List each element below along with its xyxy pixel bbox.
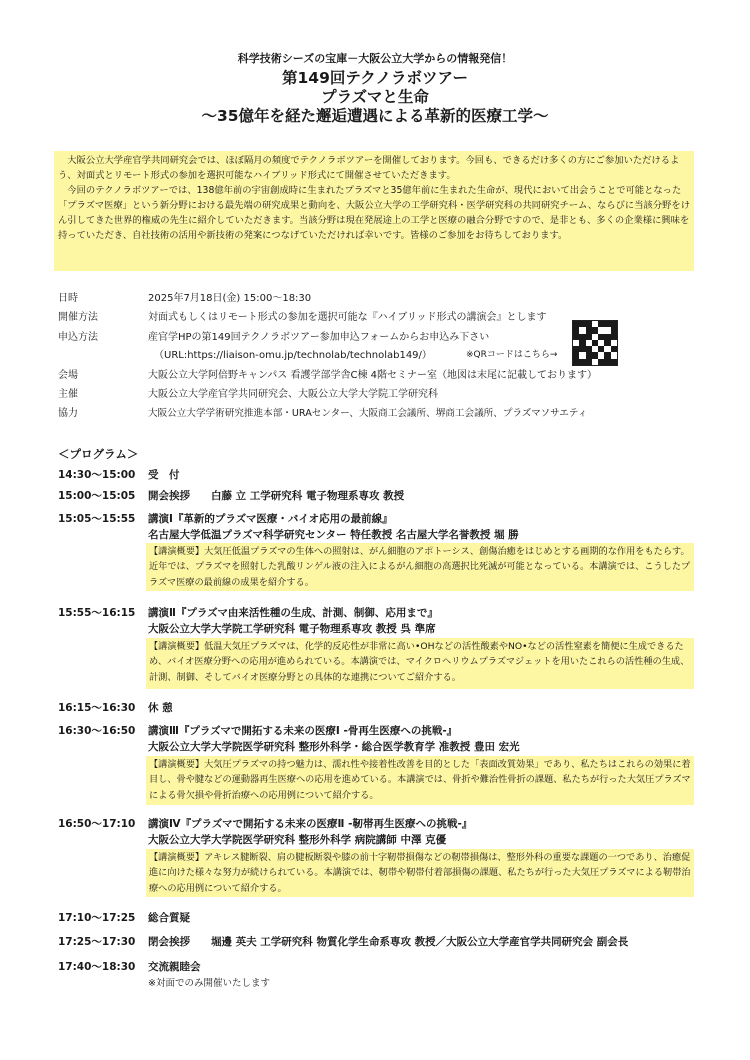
format-value: 対面式もしくはリモート形式の参加を選択可能な『ハイブリッド形式の講演会』とします (148, 312, 547, 323)
program-item (58, 511, 393, 526)
program-text: 講演Ⅳ『プラズマで開拓する未来の医療Ⅱ -靭帯再生医療への挑戦-』 (148, 818, 473, 830)
program-text: 休 憩 (148, 702, 173, 714)
program-text: 講演Ⅰ『革新的プラズマ医療・バイオ応用の最前線』 (148, 513, 393, 525)
program-time: 15:55～16:15 (58, 607, 136, 619)
program-time: 15:00～15:05 (58, 490, 136, 502)
intro-paragraph-2: 今回のテクノラボツアーでは、138億年前の宇宙創成時に生まれたプラズマと35億年前に生まれた生命が、現代において出会うことで可能となった「プラズマ医療」という新分野における最先端の研究成果と動向を、大阪公立大学の工学研究科・医学研究科の共同研究チーム、ならびに当該分野をけん引してきた世界的権威の先生に紹介していただきます。当該分野は現在発展途上の工学と医療の融合分野ですので、是非とも、多くの企業様に興味を持っていただき、自社技術の活用や新技術の発案につなげていただければ幸いです。皆様のご参加をお待ちしております。 (58, 185, 691, 242)
abstract-3: 【講演概要】大気圧プラズマの持つ魅力は、濡れ性や接着性改善を目的とした「表面改質効果」であり、私たちはこれらの効果に着目し、骨や腱などの運動器再生医療への応用を進めている。本講演では、骨折や難治性骨折の課題、私たちが行った大気圧プラズマによる骨欠損や骨折治療への応用例について紹介する。 (146, 756, 694, 805)
program-item (58, 816, 472, 831)
speaker-3: 大阪公立大学大学院医学研究科 整形外科学・総合医学教育学 准教授 豊田 宏光 (148, 741, 520, 753)
supertitle: 科学技術シーズの宝庫－大阪公立大学からの情報発信！ (237, 52, 513, 65)
speaker-1: 名古屋大学低温プラズマ科学研究センター 特任教授 名古屋大学名誉教授 堀 勝 (148, 529, 519, 541)
program-item (58, 605, 438, 620)
speaker-4: 大阪公立大学大学院医学研究科 整形外科学 病院講師 中澤 克優 (148, 834, 447, 846)
program-time: 16:15～16:30 (58, 702, 136, 714)
speaker-2: 大阪公立大学大学院工学研究科 電子物理系専攻 教授 呉 準席 (148, 623, 436, 635)
program-item (58, 959, 201, 974)
event-subtitle: ～35億年を経た邂逅遭遇による革新的医療工学～ (201, 107, 549, 125)
program-item (58, 910, 190, 925)
program-text: 開会挨拶 白藤 立 工学研究科 電子物理系専攻 教授 (148, 490, 405, 502)
program-time: 14:30～15:00 (58, 469, 136, 481)
coop-value: 大阪公立大学学術研究推進本部・URAセンター、大阪商工会議所、堺商工会議所、プラズマソサエティ (148, 408, 588, 419)
date-label: 日時 (58, 293, 78, 304)
abstract-4: 【講演概要】アキレス腱断裂、肩の腱板断裂や膝の前十字靭帯損傷などの靭帯損傷は、整形外科の重要な課題の一つであり、治癒促進に向けた様々な努力が続けられている。本講演では、靭帯や靭帯付着部損傷の課題、私たちが行った大気圧プラズマによる靭帯治療への応用例について紹介する。 (146, 849, 694, 897)
program-heading: ＜プログラム＞ (58, 447, 139, 461)
program-text: 受 付 (148, 469, 180, 481)
abstract-2: 【講演概要】低温大気圧プラズマは、化学的反応性が非常に高い•OHなどの活性酸素やNO•などの活性窒素を簡便に生成できるため、バイオ医療分野への応用が進められている。本講演では、マイクロヘリウムプラズマジェットを用いたこれらの活性種の生成、計測、制御、そしてバイオ医療分野との具体的な連携についてご紹介する。 (146, 638, 694, 689)
program-time: 15:05～15:55 (58, 513, 136, 525)
program-text: 閉会挨拶 堀邊 英夫 工学研究科 物質化学生命系専攻 教授／大阪公立大学産官学共同研究会 副会長 (148, 936, 629, 948)
program-time: 17:10～17:25 (58, 912, 136, 924)
program-item (58, 700, 173, 715)
apply-label: 申込方法 (58, 332, 98, 343)
date-value: 2025年7月18日(金) 15:00～18:30 (148, 293, 312, 304)
program-text: 総合質疑 (148, 912, 190, 924)
program-time: 17:40～18:30 (58, 961, 136, 973)
venue-value: 大阪公立大学阿倍野キャンパス 看護学部学舎C棟 4階セミナー室（地図は末尾に記載しております） (148, 370, 598, 381)
program-text: 講演Ⅲ『プラズマで開拓する未来の医療Ⅰ -骨再生医療への挑戦-』 (148, 725, 458, 737)
program-time: 16:30～16:50 (58, 725, 136, 737)
program-time: 17:25～17:30 (58, 936, 136, 948)
format-label: 開催方法 (58, 312, 98, 323)
event-theme: プラズマと生命 (321, 88, 429, 106)
program-text: 講演Ⅱ『プラズマ由来活性種の生成、計測、制御、応用まで』 (148, 607, 438, 619)
apply-value: 産官学HPの第149回テクノラボツアー参加申込フォームからお申込み下さい (148, 332, 490, 343)
program-item (58, 488, 404, 503)
coop-label: 協力 (58, 408, 78, 419)
program-time: 16:50～17:10 (58, 818, 136, 830)
event-title: 第149回テクノラボツアー (282, 69, 468, 87)
program-item (58, 467, 180, 482)
intro-paragraph-1: 大阪公立大学産官学共同研究会では、ほぼ隔月の頻度でテクノラボツアーを開催しております。今回も、できるだけ多くの方にご参加いただけるよう、対面式とリモート形式の参加を選択可能なハイブリッド形式にて開催させていただきます。 (58, 155, 680, 182)
qr-code-icon[interactable] (572, 320, 618, 366)
program-text: 交流親睦会 (148, 961, 201, 973)
host-label: 主催 (58, 389, 78, 400)
qr-note: ※QRコードはこちら→ (466, 350, 558, 360)
reception-note: ※対面でのみ開催いたします (148, 978, 270, 989)
intro-box (54, 151, 694, 271)
host-value: 大阪公立大学産官学共同研究会、大阪公立大学大学院工学研究科 (148, 389, 438, 400)
apply-url-link[interactable]: （URL:https://liaison-omu.jp/technolab/technolab149/） (154, 350, 432, 361)
program-item (58, 934, 628, 949)
program-item (58, 723, 457, 738)
abstract-1: 【講演概要】大気圧低温プラズマの生体への照射は、がん細胞のアポトーシス、創傷治癒をはじめとする画期的な作用をもたらす。近年では、プラズマを照射した乳酸リンゲル液の注入によるがん細胞の高選択比死滅が可能となっている。本講演では、こうしたプラズマ医療の最前線の成果を紹介する。 (146, 543, 694, 591)
venue-label: 会場 (58, 370, 78, 381)
